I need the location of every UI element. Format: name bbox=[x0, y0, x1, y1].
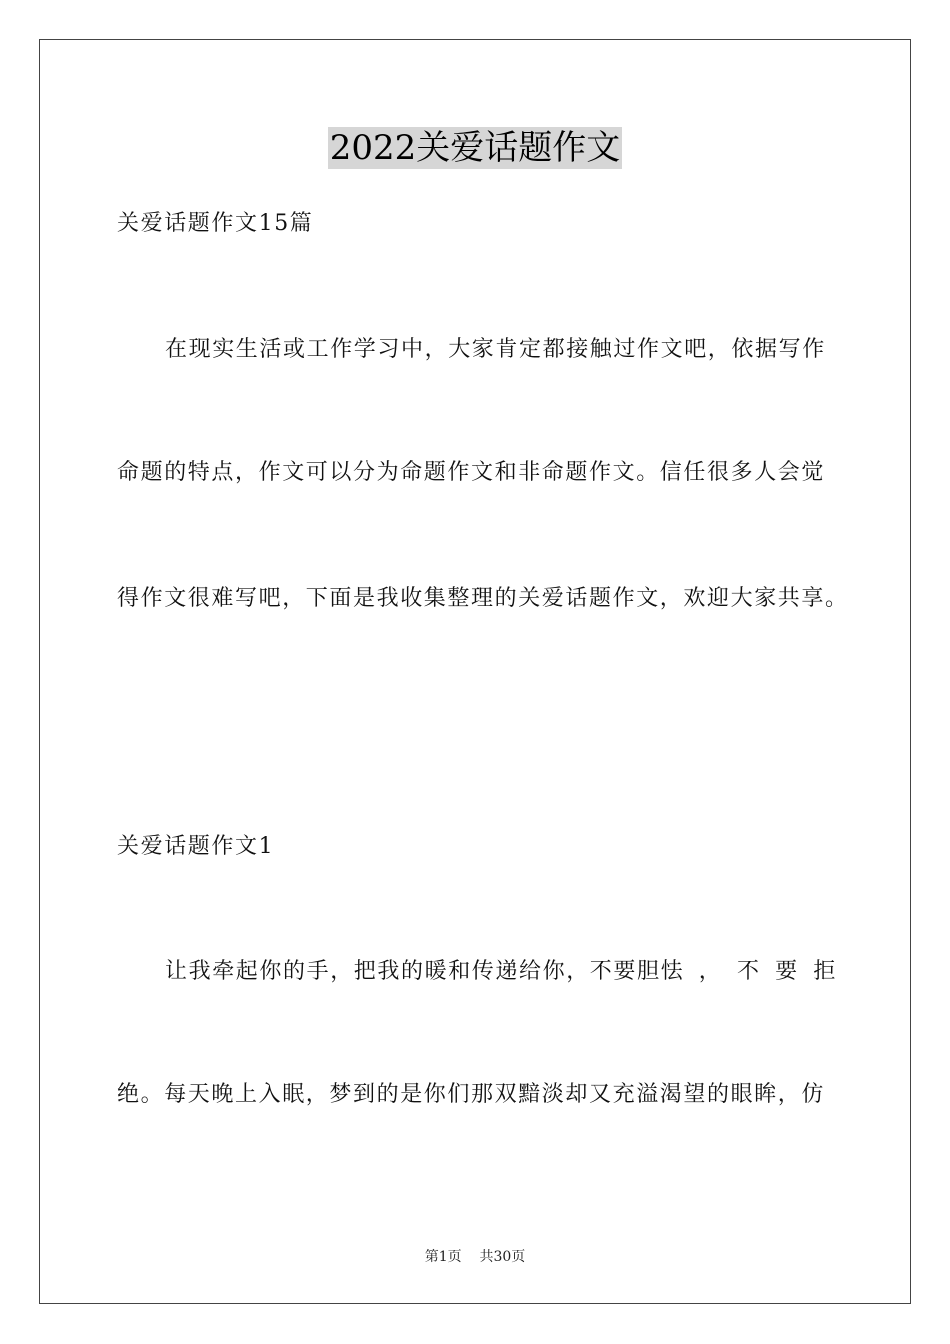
body-line-1 bbox=[165, 957, 837, 987]
page-footer bbox=[0, 1247, 950, 1267]
document-title: 2022关爱话题作文 bbox=[329, 128, 621, 168]
intro-line-3: 得作文很难写吧，下面是我收集整理的关爱话题作文，欢迎大家共享。 bbox=[117, 586, 849, 611]
body-line-1-comma: ， bbox=[698, 959, 723, 984]
intro-line-2: 命题的特点，作文可以分为命题作文和非命题作文。信任很多人会觉 bbox=[117, 460, 826, 485]
page-total: 共30页 bbox=[479, 1249, 526, 1265]
body-line-1-char-bu: 不 bbox=[736, 959, 761, 984]
body-line-1-char-ju: 拒 bbox=[813, 959, 837, 984]
intro-line-1: 在现实生活或工作学习中，大家肯定都接触过作文吧，依据写作 bbox=[165, 337, 826, 362]
document-subtitle: 关爱话题作文15篇 bbox=[117, 211, 314, 236]
page-number: 第1页 bbox=[424, 1249, 462, 1265]
body-line-2: 绝。每天晚上入眠，梦到的是你们那双黯淡却又充溢渴望的眼眸，仿 bbox=[117, 1082, 826, 1107]
body-line-1-char-yao: 要 bbox=[775, 959, 799, 984]
body-line-1-text: 让我牵起你的手，把我的暖和传递给你，不要胆怯 bbox=[165, 959, 685, 984]
title-container bbox=[0, 127, 950, 169]
section-heading: 关爱话题作文1 bbox=[117, 834, 275, 859]
